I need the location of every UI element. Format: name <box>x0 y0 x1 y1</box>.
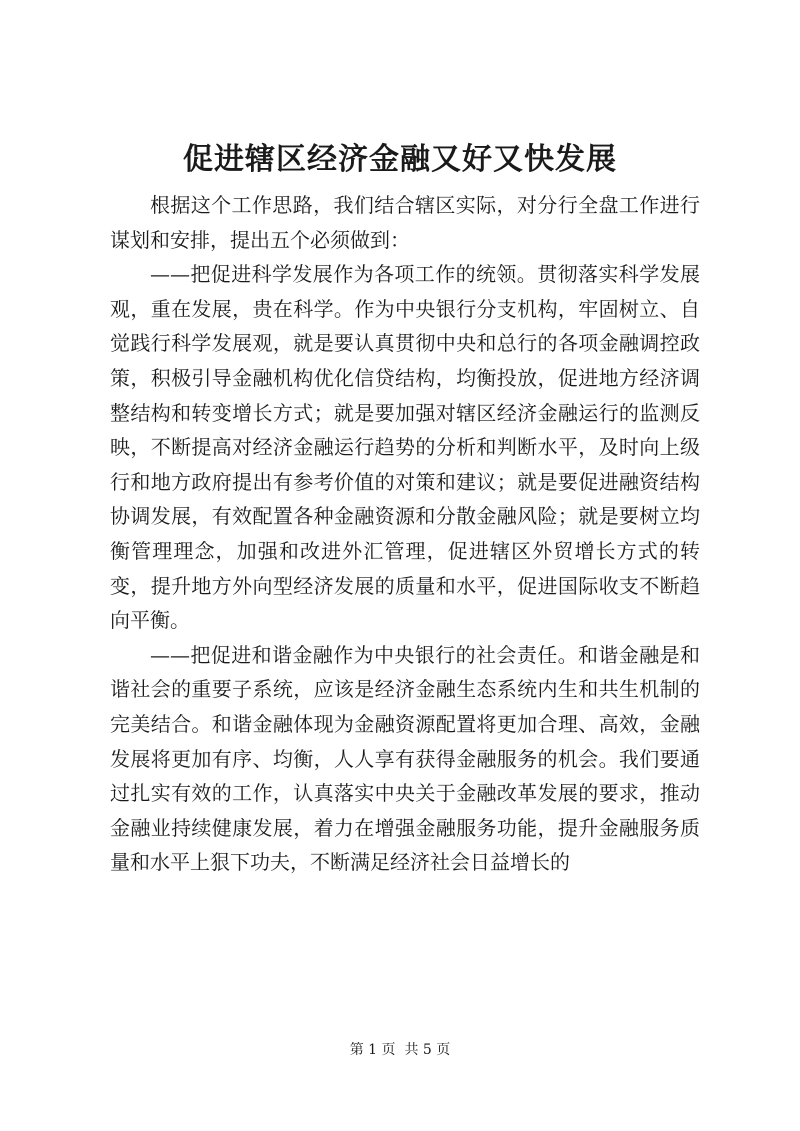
document-title: 促进辖区经济金融又好又快发展 <box>183 142 617 177</box>
paragraph-harmonious-finance: ——把促进和谐金融作为中央银行的社会责任。和谐金融是和谐社会的重要子系统，应该是经济金融生态系统内生和共生机制的完美结合。和谐金融体现为金融资源配置将更加合理、高效，金融发展将更加有序、均衡，人人享有获得金融服务的机会。我们要通过扎实有效的工作，认真落实中央关于金融改革发展的要求，推动金融业持续健康发展，着力在增强金融服务功能，提升金融服务质量和水平上狠下功夫，不断满足经济社会日益增长的 <box>110 642 700 875</box>
page-footer <box>0 1040 800 1060</box>
document-body <box>110 188 700 880</box>
paragraph-intro: 根据这个工作思路，我们结合辖区实际，对分行全盘工作进行谋划和安排，提出五个必须做到： <box>110 193 700 252</box>
page-number: 第 1 页 共 5 页 <box>349 1042 451 1058</box>
paragraph-scientific-development: ——把促进科学发展作为各项工作的统领。贯彻落实科学发展观，重在发展，贵在科学。作为中央银行分支机构，牢固树立、自觉践行科学发展观，就是要认真贯彻中央和总行的各项金融调控政策，积极引导金融机构优化信贷结构，均衡投放，促进地方经济调整结构和转变增长方式；就是要加强对辖区经济金融运行的监测反映，不断提高对经济金融运行趋势的分析和判断水平，及时向上级行和地方政府提出有参考价值的对策和建议；就是要促进融资结构协调发展，有效配置各种金融资源和分散金融风险；就是要树立均衡管理理念，加强和改进外汇管理，促进辖区外贸增长方式的转变，提升地方外向型经济发展的质量和水平，促进国际收支不断趋向平衡。 <box>110 262 700 633</box>
